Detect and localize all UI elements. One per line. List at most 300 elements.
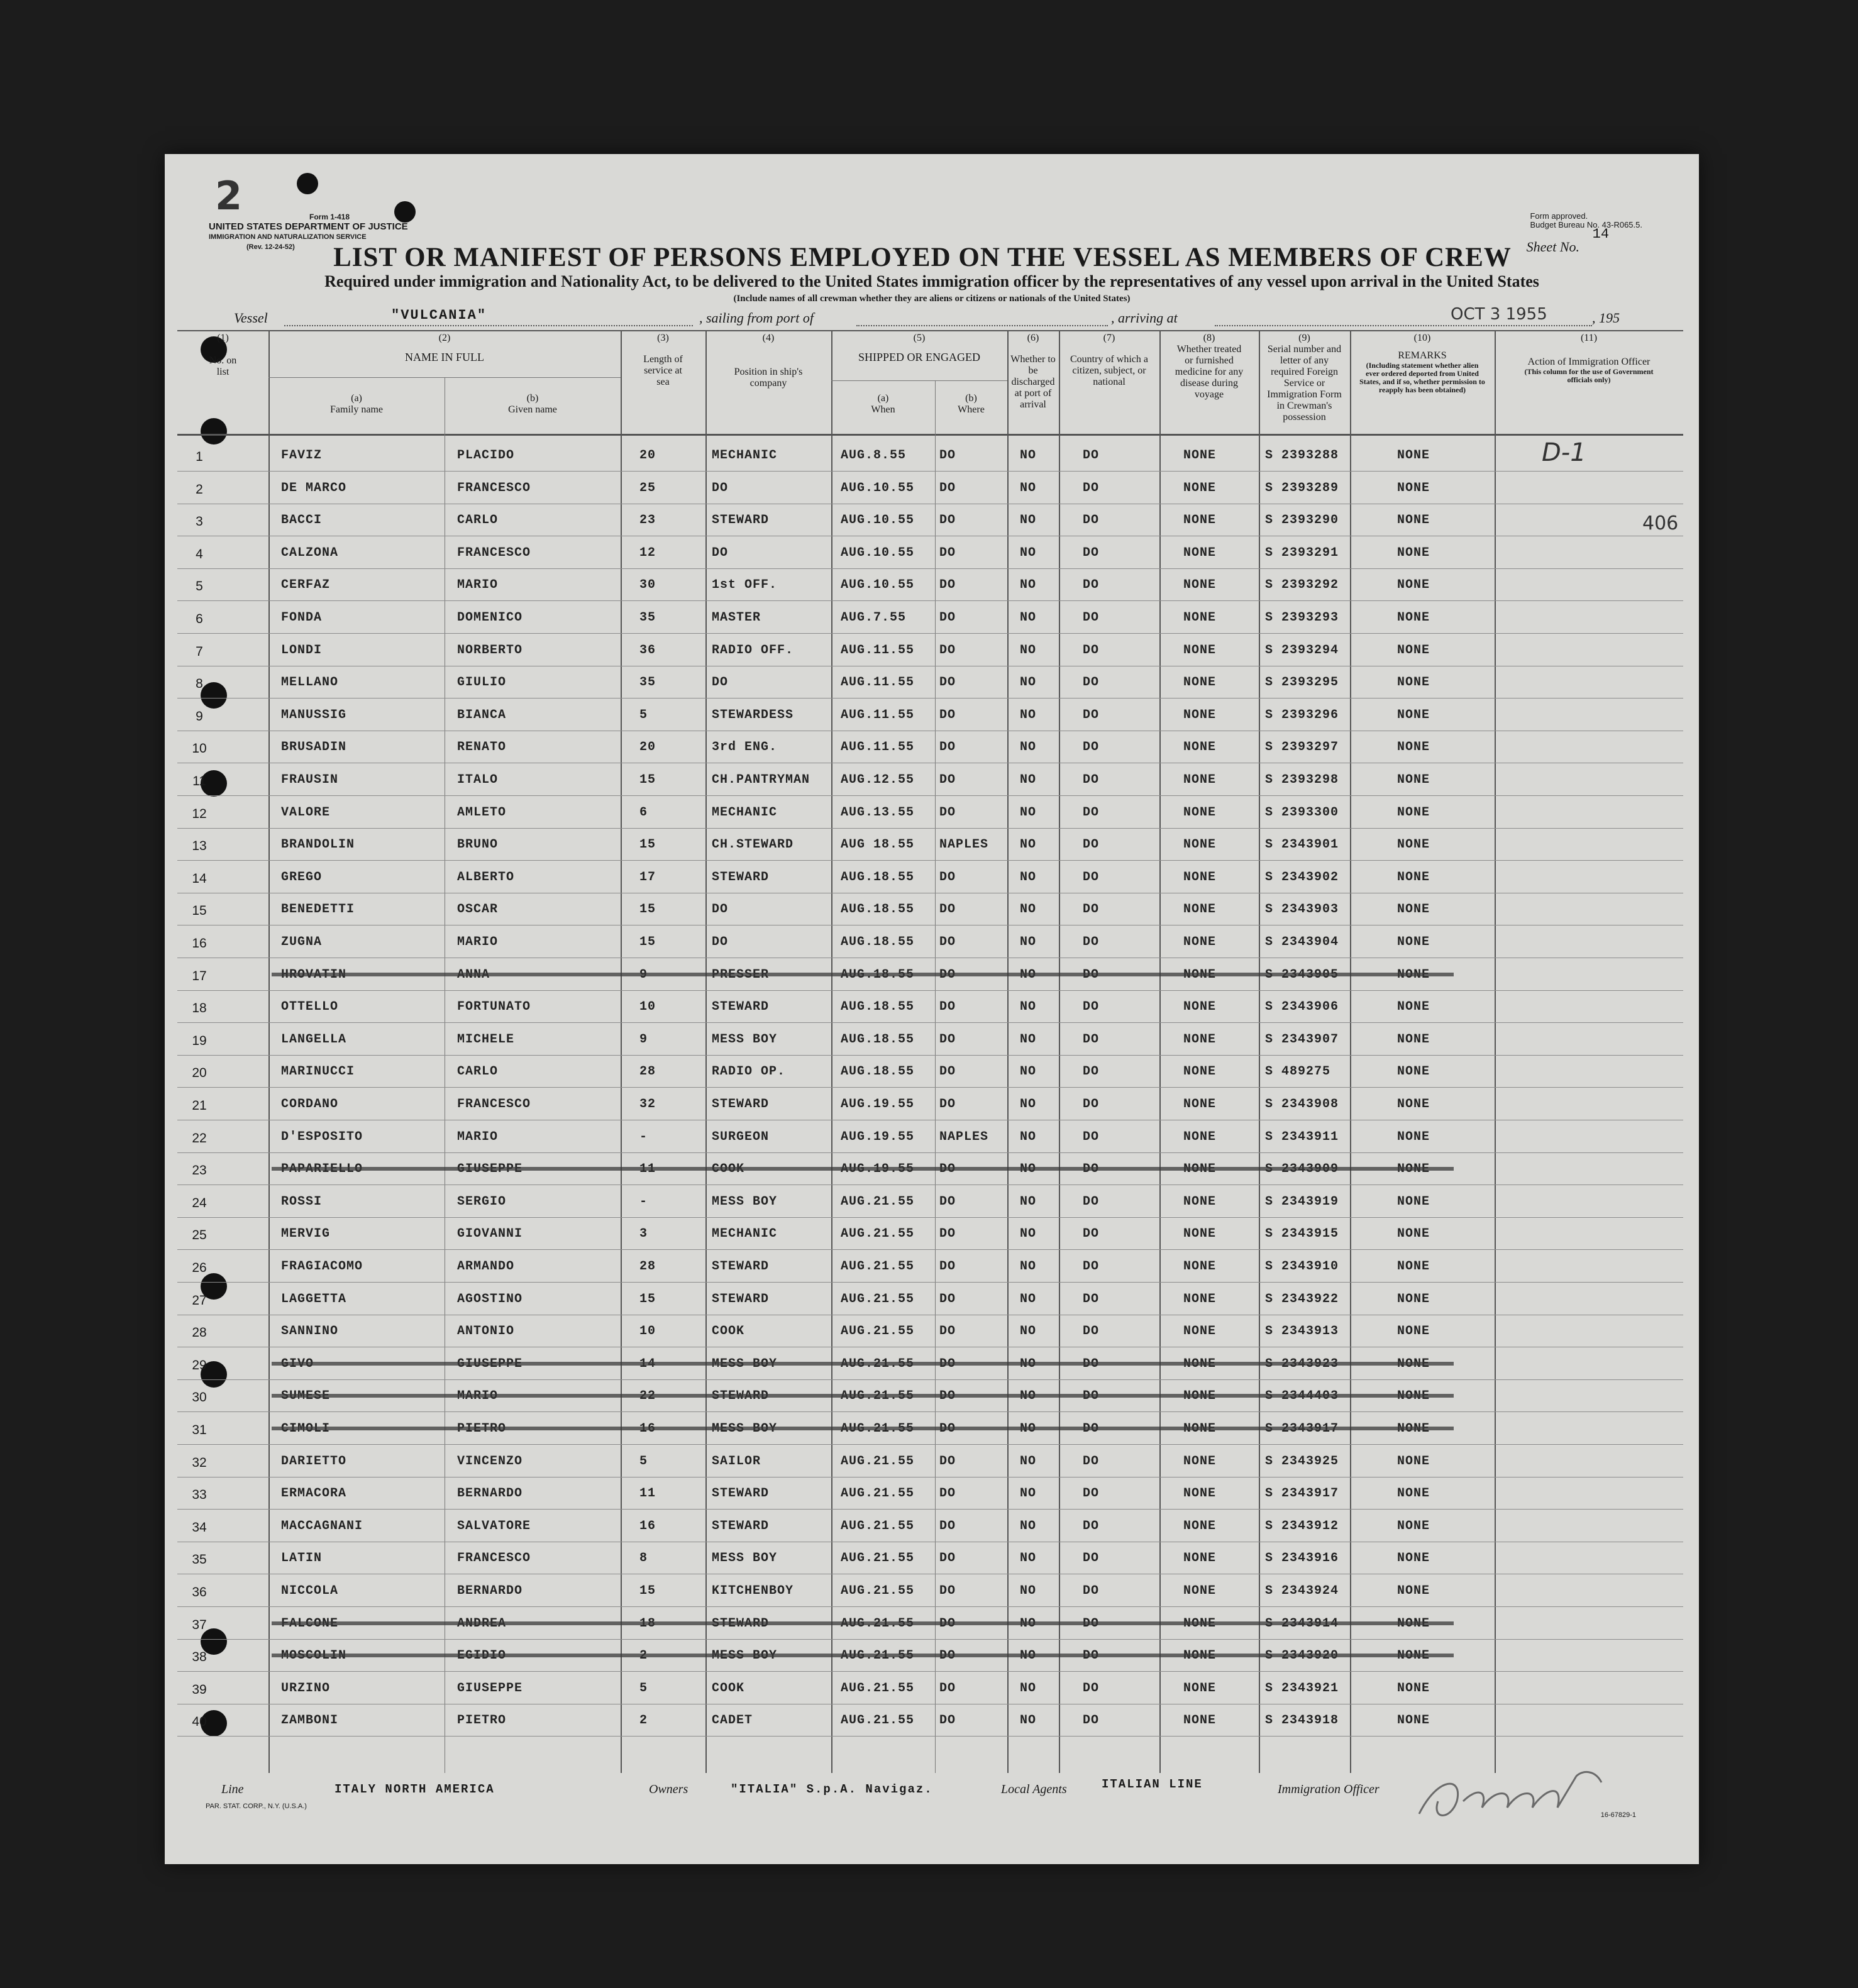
country: DO	[1083, 707, 1100, 722]
position: MECHANIC	[712, 448, 778, 463]
discharged: NO	[1020, 578, 1037, 593]
table-row	[177, 503, 1683, 536]
shipped-where: NAPLES	[939, 837, 989, 853]
remarks: NONE	[1397, 675, 1430, 690]
header-col-3: (3) Length of service at sea	[643, 333, 683, 387]
family-name: ERMACORA	[281, 1486, 347, 1501]
position: MESS BOY	[712, 1551, 778, 1566]
table-row	[177, 1282, 1683, 1315]
discharged: NO	[1020, 1097, 1037, 1112]
remarks: NONE	[1397, 1259, 1430, 1274]
given-name: MARIO	[457, 578, 499, 593]
remarks: NONE	[1397, 1000, 1430, 1015]
country: DO	[1083, 675, 1100, 690]
treated: NONE	[1183, 1551, 1217, 1566]
shipped-when: AUG.21.55	[841, 1713, 915, 1728]
given-name: ALBERTO	[457, 870, 515, 885]
country: DO	[1083, 1227, 1100, 1242]
row-number: 4	[196, 546, 203, 561]
shipped-when: AUG.21.55	[841, 1259, 915, 1274]
row-number: 2	[196, 482, 203, 497]
discharged: NO	[1020, 740, 1037, 755]
treated: NONE	[1183, 1291, 1217, 1306]
serial-number: S 2343910	[1265, 1259, 1339, 1274]
handwritten-note: D-1	[1542, 438, 1586, 467]
country: DO	[1083, 1194, 1100, 1209]
remarks: NONE	[1397, 1454, 1430, 1469]
treated: NONE	[1183, 513, 1217, 528]
treated: NONE	[1183, 1032, 1217, 1047]
shipped-when: AUG.19.55	[841, 1097, 915, 1112]
serial-number: S 2393290	[1265, 513, 1339, 528]
remarks: NONE	[1397, 1584, 1430, 1598]
remarks: NONE	[1397, 480, 1430, 495]
serial-number: S 2343904	[1265, 935, 1339, 949]
handwritten-note: 406	[1642, 512, 1679, 534]
serial-number: S 2393289	[1265, 480, 1339, 495]
position: STEWARD	[712, 1000, 770, 1015]
table-row	[177, 763, 1683, 796]
shipped-when: AUG.18.55	[841, 870, 915, 885]
serial-number: S 2343913	[1265, 1324, 1339, 1339]
agents-value: ITALIAN LINE	[1102, 1777, 1203, 1791]
header-col-11: (11) Action of Immigration Officer (This column for the use of Government officials only)	[1524, 333, 1654, 384]
row-number: 37	[192, 1617, 207, 1632]
remarks: NONE	[1397, 902, 1430, 917]
table-row	[177, 1054, 1683, 1088]
discharged: NO	[1020, 480, 1037, 495]
service-length: 9	[639, 1032, 648, 1047]
remarks: NONE	[1397, 1324, 1430, 1339]
family-name: MERVIG	[281, 1227, 331, 1242]
shipped-when: AUG.21.55	[841, 1681, 915, 1696]
row-number: 35	[192, 1552, 207, 1567]
position: DO	[712, 902, 729, 917]
position: STEWARD	[712, 1486, 770, 1501]
service-length: 16	[639, 1518, 656, 1533]
remarks: NONE	[1397, 773, 1430, 787]
service-length: -	[639, 1129, 648, 1144]
remarks: NONE	[1397, 1227, 1430, 1242]
service-length: 35	[639, 610, 656, 625]
shipped-when: AUG.18.55	[841, 1064, 915, 1080]
treated: NONE	[1183, 1259, 1217, 1274]
table-row	[177, 925, 1683, 958]
header-col-7: (7) Country of which a citizen, subject, or national	[1070, 333, 1148, 387]
shipped-when: AUG.10.55	[841, 578, 915, 593]
shipped-when: AUG.18.55	[841, 935, 915, 949]
table-row	[177, 665, 1683, 699]
header-col-5: (5) SHIPPED OR ENGAGED	[858, 333, 980, 363]
row-number: 20	[192, 1066, 207, 1081]
table-row	[177, 1249, 1683, 1283]
family-name: DE MARCO	[281, 480, 347, 495]
discharged: NO	[1020, 805, 1037, 820]
shipped-when: AUG.21.55	[841, 1194, 915, 1209]
treated: NONE	[1183, 1713, 1217, 1728]
family-name: CORDANO	[281, 1097, 339, 1112]
treated: NONE	[1183, 740, 1217, 755]
shipped-when: AUG.18.55	[841, 902, 915, 917]
discharged: NO	[1020, 545, 1037, 560]
given-name: NORBERTO	[457, 643, 523, 658]
table-row	[177, 1152, 1683, 1185]
shipped-where: DO	[939, 1194, 956, 1209]
row-number: 32	[192, 1455, 207, 1470]
given-name: DOMENICO	[457, 610, 523, 625]
shipped-where: DO	[939, 1227, 956, 1242]
shipped-where: DO	[939, 513, 956, 528]
discharged: NO	[1020, 1486, 1037, 1501]
serial-number: S 2393293	[1265, 610, 1339, 625]
table-row	[177, 471, 1683, 504]
discharged: NO	[1020, 1291, 1037, 1306]
shipped-when: AUG.21.55	[841, 1486, 915, 1501]
remarks: NONE	[1397, 1194, 1430, 1209]
row-number: 27	[192, 1293, 207, 1308]
given-name: AMLETO	[457, 805, 507, 820]
remarks: NONE	[1397, 1518, 1430, 1533]
family-name: LATIN	[281, 1551, 323, 1566]
family-name: NICCOLA	[281, 1584, 339, 1598]
given-name: MICHELE	[457, 1032, 515, 1047]
remarks: NONE	[1397, 837, 1430, 853]
discharged: NO	[1020, 448, 1037, 463]
discharged: NO	[1020, 707, 1037, 722]
service-length: 15	[639, 902, 656, 917]
position: MECHANIC	[712, 805, 778, 820]
row-number: 13	[192, 839, 207, 854]
line-value: ITALY NORTH AMERICA	[335, 1782, 495, 1796]
given-name: CARLO	[457, 1064, 499, 1080]
strikethrough-line	[272, 973, 1454, 976]
treated: NONE	[1183, 1454, 1217, 1469]
given-name: PIETRO	[457, 1713, 507, 1728]
remarks: NONE	[1397, 513, 1430, 528]
form-approved-line: Form approved.	[1530, 211, 1588, 221]
treated: NONE	[1183, 902, 1217, 917]
shipped-where: DO	[939, 1486, 956, 1501]
row-number: 40	[192, 1715, 207, 1730]
service-length: 10	[639, 1324, 656, 1339]
treated: NONE	[1183, 448, 1217, 463]
remarks: NONE	[1397, 1681, 1430, 1696]
header-col-1: (1) No. on list	[209, 333, 237, 377]
row-number: 21	[192, 1098, 207, 1113]
service-length: 15	[639, 935, 656, 949]
family-name: DARIETTO	[281, 1454, 347, 1469]
shipped-where: DO	[939, 448, 956, 463]
service-length: 36	[639, 643, 656, 658]
row-number: 9	[196, 709, 203, 724]
header-col-9: (9) Serial number and letter of any required Foreign Service or Immigration Form in Crewman's possession	[1267, 333, 1342, 422]
country: DO	[1083, 448, 1100, 463]
treated: NONE	[1183, 805, 1217, 820]
given-name: GIOVANNI	[457, 1227, 523, 1242]
row-number: 7	[196, 644, 203, 659]
family-name: BENEDETTI	[281, 902, 355, 917]
family-name: FONDA	[281, 610, 323, 625]
position: SURGEON	[712, 1129, 770, 1144]
given-name: SALVATORE	[457, 1518, 531, 1533]
remarks: NONE	[1397, 1486, 1430, 1501]
treated: NONE	[1183, 1194, 1217, 1209]
family-name: LAGGETTA	[281, 1291, 347, 1306]
given-name: BERNARDO	[457, 1584, 523, 1598]
table-row	[177, 438, 1683, 472]
position: MECHANIC	[712, 1227, 778, 1242]
header-col-2a: (a) Family name	[330, 393, 383, 415]
country: DO	[1083, 643, 1100, 658]
serial-number: S 2343917	[1265, 1486, 1339, 1501]
table-row	[177, 1703, 1683, 1737]
row-number: 1	[196, 450, 203, 464]
table-row	[177, 1476, 1683, 1510]
discharged: NO	[1020, 1194, 1037, 1209]
strikethrough-line	[272, 1394, 1454, 1398]
table-row	[177, 1022, 1683, 1056]
country: DO	[1083, 1584, 1100, 1598]
given-name: GIUSEPPE	[457, 1681, 523, 1696]
table-row	[177, 600, 1683, 634]
family-name: URZINO	[281, 1681, 331, 1696]
shipped-where: NAPLES	[939, 1129, 989, 1144]
shipped-when: AUG.10.55	[841, 545, 915, 560]
department-line: UNITED STATES DEPARTMENT OF JUSTICE	[209, 221, 408, 232]
country: DO	[1083, 1486, 1100, 1501]
table-row	[177, 730, 1683, 763]
service-length: 5	[639, 1681, 648, 1696]
discharged: NO	[1020, 513, 1037, 528]
discharged: NO	[1020, 675, 1037, 690]
discharged: NO	[1020, 1584, 1037, 1598]
serial-number: S 2343918	[1265, 1713, 1339, 1728]
given-name: OSCAR	[457, 902, 499, 917]
manifest-sheet	[165, 154, 1699, 1864]
corner-number: 2	[215, 173, 243, 219]
service-length: 15	[639, 1291, 656, 1306]
shipped-when: AUG.21.55	[841, 1324, 915, 1339]
serial-number: S 2343921	[1265, 1681, 1339, 1696]
serial-number: S 2393296	[1265, 707, 1339, 722]
treated: NONE	[1183, 1129, 1217, 1144]
family-name: CERFAZ	[281, 578, 331, 593]
remarks: NONE	[1397, 1032, 1430, 1047]
serial-number: S 2343902	[1265, 870, 1339, 885]
serial-number: S 2343903	[1265, 902, 1339, 917]
shipped-where: DO	[939, 610, 956, 625]
country: DO	[1083, 1000, 1100, 1015]
form-approved	[1530, 212, 1642, 229]
sheet-number: 14	[1592, 226, 1610, 242]
service-length: 6	[639, 805, 648, 820]
punch-hole	[297, 173, 318, 194]
given-name: CARLO	[457, 513, 499, 528]
discharged: NO	[1020, 1551, 1037, 1566]
treated: NONE	[1183, 675, 1217, 690]
family-name: BRUSADIN	[281, 740, 347, 755]
position: 1st OFF.	[712, 578, 778, 593]
shipped-where: DO	[939, 545, 956, 560]
shipped-when: AUG.21.55	[841, 1584, 915, 1598]
service-length: 2	[639, 1713, 648, 1728]
table-row	[177, 1347, 1683, 1380]
table-row	[177, 1120, 1683, 1153]
remarks: NONE	[1397, 805, 1430, 820]
serial-number: S 2343925	[1265, 1454, 1339, 1469]
position: SAILOR	[712, 1454, 761, 1469]
service-length: 17	[639, 870, 656, 885]
discharged: NO	[1020, 610, 1037, 625]
position: MESS BOY	[712, 1032, 778, 1047]
header-col-8: (8) Whether treated or furnished medicine for any disease during voyage	[1175, 333, 1244, 400]
remarks: NONE	[1397, 1291, 1430, 1306]
country: DO	[1083, 1129, 1100, 1144]
serial-number: S 2393288	[1265, 448, 1339, 463]
country: DO	[1083, 610, 1100, 625]
table-row	[177, 568, 1683, 601]
service-length: 8	[639, 1551, 648, 1566]
strikethrough-line	[272, 1167, 1454, 1171]
family-name: LANGELLA	[281, 1032, 347, 1047]
table-row	[177, 795, 1683, 829]
family-name: BACCI	[281, 513, 323, 528]
given-name: ANTONIO	[457, 1324, 515, 1339]
position: KITCHENBOY	[712, 1584, 794, 1598]
position: STEWARD	[712, 1097, 770, 1112]
table-row	[177, 536, 1683, 569]
country: DO	[1083, 1551, 1100, 1566]
shipped-where: DO	[939, 1064, 956, 1080]
page-title: LIST OR MANIFEST OF PERSONS EMPLOYED ON THE VESSEL AS MEMBERS OF CREW	[333, 243, 1512, 272]
service-length: 25	[639, 480, 656, 495]
shipped-when: AUG.12.55	[841, 773, 915, 787]
row-number: 11	[192, 774, 206, 788]
family-name: FAVIZ	[281, 448, 323, 463]
family-name: SANNINO	[281, 1324, 339, 1339]
position: DO	[712, 545, 729, 560]
table-row	[177, 1314, 1683, 1347]
given-name: FRANCESCO	[457, 1097, 531, 1112]
shipped-when: AUG.11.55	[841, 740, 915, 755]
strikethrough-line	[272, 1654, 1454, 1657]
shipped-where: DO	[939, 870, 956, 885]
treated: NONE	[1183, 935, 1217, 949]
shipped-where: DO	[939, 1681, 956, 1696]
family-name: ROSSI	[281, 1194, 323, 1209]
shipped-when: AUG.7.55	[841, 610, 907, 625]
discharged: NO	[1020, 1713, 1037, 1728]
service-length: 15	[639, 1584, 656, 1598]
treated: NONE	[1183, 1324, 1217, 1339]
discharged: NO	[1020, 1681, 1037, 1696]
serial-number: S 2393292	[1265, 578, 1339, 593]
position: DO	[712, 935, 729, 949]
header-col-2: (2) NAME IN FULL	[405, 333, 484, 363]
family-name: MACCAGNANI	[281, 1518, 363, 1533]
family-name: ZUGNA	[281, 935, 323, 949]
service-length: 32	[639, 1097, 656, 1112]
discharged: NO	[1020, 1064, 1037, 1080]
serial-number: S 2393300	[1265, 805, 1339, 820]
remarks: NONE	[1397, 1129, 1430, 1144]
treated: NONE	[1183, 1097, 1217, 1112]
remarks: NONE	[1397, 707, 1430, 722]
shipped-where: DO	[939, 675, 956, 690]
officer-label: Immigration Officer	[1278, 1782, 1380, 1796]
table-row	[177, 1379, 1683, 1412]
discharged: NO	[1020, 1324, 1037, 1339]
country: DO	[1083, 1518, 1100, 1533]
department-line: (Rev. 12-24-52)	[246, 243, 295, 251]
table-row	[177, 1671, 1683, 1704]
year-suffix: , 195	[1592, 310, 1620, 326]
shipped-where: DO	[939, 643, 956, 658]
given-name: ITALO	[457, 773, 499, 787]
family-name: VALORE	[281, 805, 331, 820]
country: DO	[1083, 902, 1100, 917]
country: DO	[1083, 1291, 1100, 1306]
row-number: 10	[192, 741, 207, 756]
discharged: NO	[1020, 643, 1037, 658]
owners-label: Owners	[649, 1782, 688, 1796]
family-name: MARINUCCI	[281, 1064, 355, 1080]
serial-number: S 489275	[1265, 1064, 1331, 1080]
row-number: 36	[192, 1585, 207, 1599]
country: DO	[1083, 1324, 1100, 1339]
family-name: ZAMBONI	[281, 1713, 339, 1728]
country: DO	[1083, 578, 1100, 593]
treated: NONE	[1183, 643, 1217, 658]
service-length: 3	[639, 1227, 648, 1242]
position: 3rd ENG.	[712, 740, 778, 755]
given-name: AGOSTINO	[457, 1291, 523, 1306]
shipped-where: DO	[939, 1713, 956, 1728]
shipped-where: DO	[939, 1584, 956, 1598]
row-number: 33	[192, 1488, 207, 1503]
position: MESS BOY	[712, 1194, 778, 1209]
header-col-5a: (a) When	[871, 393, 895, 415]
treated: NONE	[1183, 578, 1217, 593]
table-row	[177, 892, 1683, 925]
discharged: NO	[1020, 1129, 1037, 1144]
row-number: 12	[192, 806, 207, 821]
officer-signature	[1413, 1764, 1620, 1833]
remarks: NONE	[1397, 610, 1430, 625]
remarks: NONE	[1397, 935, 1430, 949]
table-row	[177, 1217, 1683, 1250]
given-name: MARIO	[457, 1129, 499, 1144]
row-number: 24	[192, 1195, 207, 1210]
serial-number: S 2343911	[1265, 1129, 1339, 1144]
serial-number: S 2343901	[1265, 837, 1339, 853]
family-name: FRAUSIN	[281, 773, 339, 787]
header-col-6: (6) Whether to be discharged at port of arrival	[1010, 333, 1056, 410]
given-name: BIANCA	[457, 707, 507, 722]
table-row	[177, 1411, 1683, 1445]
discharged: NO	[1020, 837, 1037, 853]
row-number: 19	[192, 1033, 207, 1048]
country: DO	[1083, 870, 1100, 885]
country: DO	[1083, 513, 1100, 528]
given-name: BRUNO	[457, 837, 499, 853]
remarks: NONE	[1397, 545, 1430, 560]
shipped-when: AUG.21.55	[841, 1227, 915, 1242]
serial-number: S 2343908	[1265, 1097, 1339, 1112]
shipped-when: AUG.19.55	[841, 1129, 915, 1144]
shipped-when: AUG.21.55	[841, 1454, 915, 1469]
table-row	[177, 1185, 1683, 1218]
